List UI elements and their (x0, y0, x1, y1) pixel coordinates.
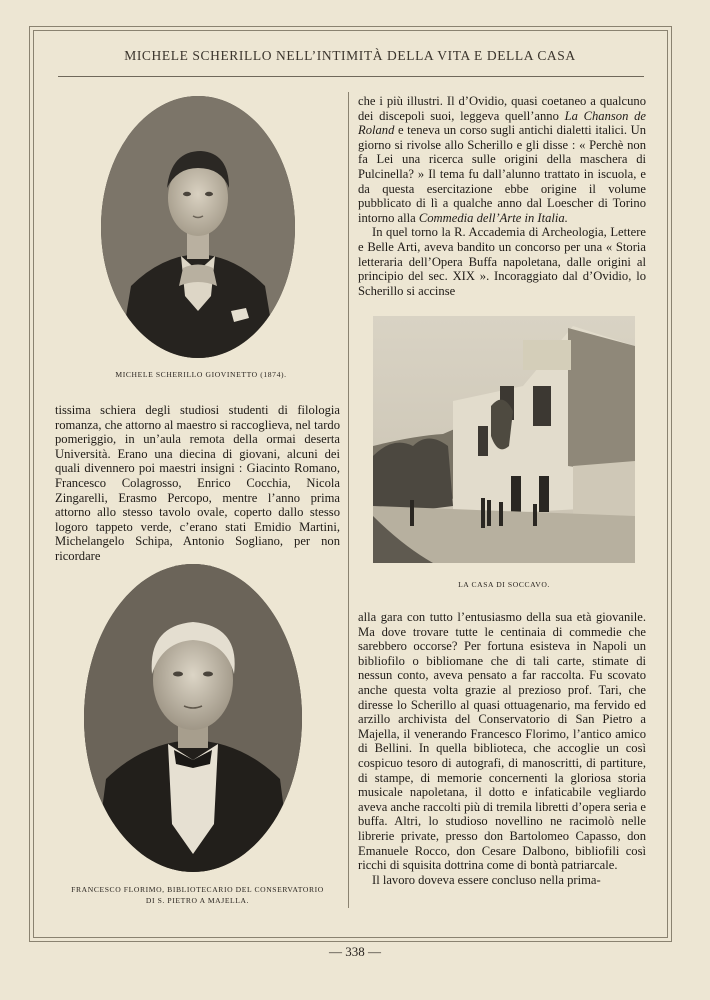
florimo-portrait (84, 564, 302, 872)
casa-di-soccavo-photo (373, 316, 635, 563)
right-column-top-text: che i più illustri. Il d’Ovidio, quasi coetaneo a qualcuno dei discepoli suoi, leggeva quell’anno La Chanson de Roland e teneva un corso sugli antichi dialetti italici. Un giorno si rivolse allo Scherillo e gli disse : « Perchè non fa Lei una ricerca sulle origini della maschera di Pulcinella? » Il tema fu dall’alunno trattato in iscuola, e da questa esercitazione ebbe origine il volume pubblicato di lì a qualche anno dal Loescher di Torino intorno alla Commedia dell’Arte in Italia. In quel torno la R. Accademia di Archeologia, Lettere e Belle Arti, aveva bandito un concorso per una « Storia letteraria dell’Opera Buffa napoletana, dalle origini al principio del sec. XIX ». Incoraggiato dal d’Ovidio, lo Scherillo si accinse (358, 94, 646, 298)
house-caption: LA CASA DI SOCCAVO. (458, 580, 550, 589)
young-portrait-caption: MICHELE SCHERILLO GIOVINETTO (1874). (115, 370, 287, 379)
right-column-bottom-text: alla gara con tutto l’entusiasmo della sua età giovanile. Ma dove trovare tutte le centinaia di commedie che sarebbero occorse? Per fortuna esisteva in Napoli un bibliofilo o bibliomane che di tali carte, stimate di nessun conto, aveva pensato a far raccolta. Fu scovato anche questa volta grazie al prezioso prof. Tari, che diresse lo Scherillo al quasi ottuagenario, ma fervido ed arzillo archivista del Conservatorio di San Pietro a Majella, il venerando Francesco Florimo, l’antico amico di Bellini. In quella biblioteca, che accoglie un così cospicuo tesoro di autografi, di manoscritti, di partiture, di stampe, di memorie concernenti la gloriosa storia musicale napoletana, il dotto e infaticabile vegliardo aveva anche raccolti più di tremila libretti d’opera seria e buffa. Altri, lo studioso novellino ne racimolò nelle librerie private, presso don Bartolomeo Capasso, don Emanuele Rocco, don Cesare Dalbono, bibliofili così ricchi di squisita dottrina come di bontà patriarcale. Il lavoro doveva essere concluso nella prima- (358, 610, 646, 887)
young-scherillo-portrait (101, 96, 295, 358)
florimo-portrait-caption: FRANCESCO FLORIMO, BIBLIOTECARIO DEL CONSERVATORIO DI S. PIETRO A MAJELLA. (71, 885, 324, 905)
left-column-middle-text: tissima schiera degli studiosi studenti di filologia romanza, che attorno al maestro si raccoglieva, nel tardo pomeriggio, in un’aula remota della ormai deserta Università. Erano una diecina di giovani, alcuni dei quali divennero poi maestri insigni : Giacinto Romano, Francesco Colagrosso, Enrico Cocchia, Nicola Zingarelli, Erasmo Percopo, mentre l’anno prima attorno allo stesso tavolo ovale, coperto dallo stesso logoro tappeto verde, c’erano stati Emidio Martini, Michelangelo Schipa, Antonio Sogliano, per non ricordare (55, 403, 340, 563)
page-number: — 338 — (329, 944, 381, 959)
column-divider (348, 92, 349, 908)
running-header: MICHELE SCHERILLO NELL’INTIMITÀ DELLA VITA E DELLA CASA (124, 48, 576, 63)
header-rule (58, 76, 644, 77)
